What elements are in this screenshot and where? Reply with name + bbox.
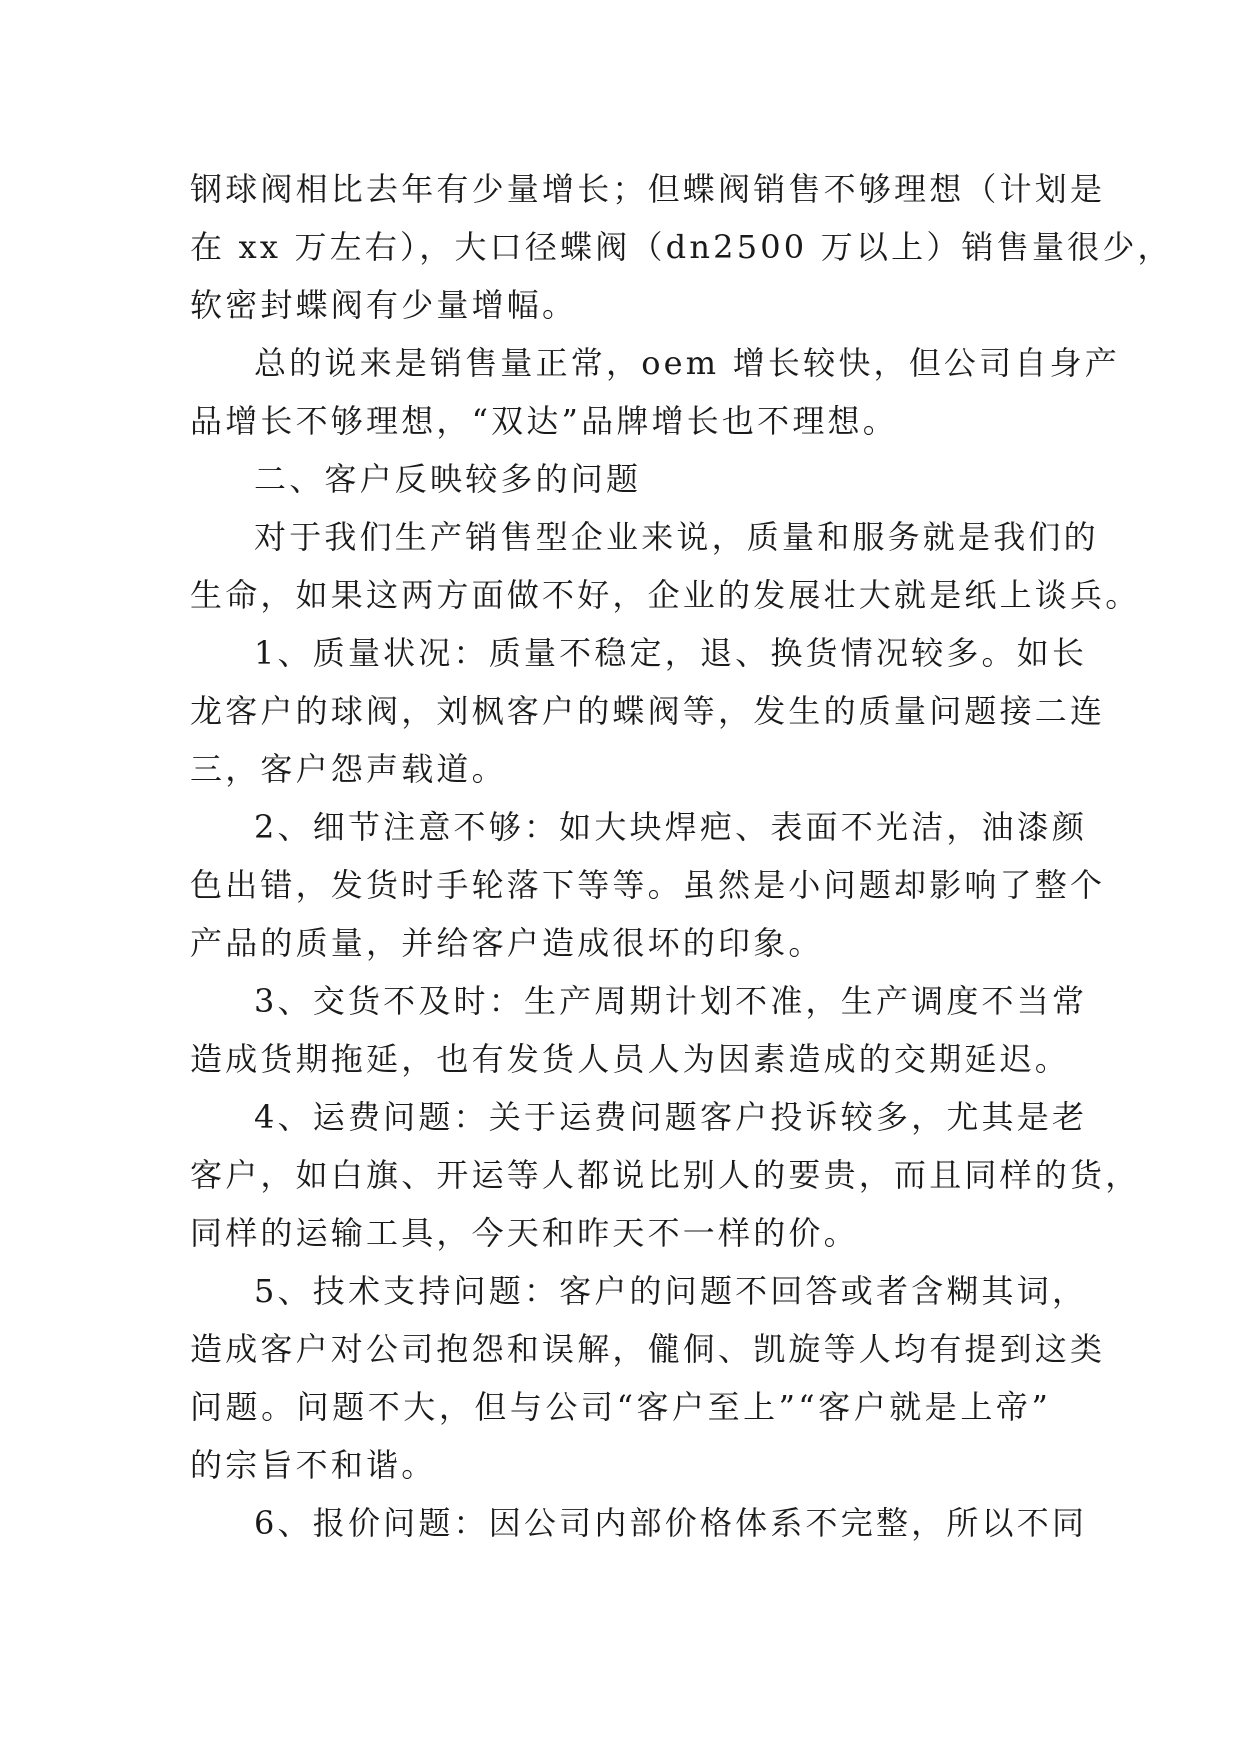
text-line: 4、运费问题：关于运费问题客户投诉较多，尤其是老 — [254, 1098, 1088, 1136]
text-line: 对于我们生产销售型企业来说，质量和服务就是我们的 — [254, 518, 1099, 556]
paragraph — [190, 1262, 1106, 1494]
text-line: 产品的质量，并给客户造成很坏的印象。 — [190, 924, 824, 962]
paragraph — [190, 798, 1106, 972]
text-line: 问题。问题不大，但与公司“客户至上”“客户就是上帝” — [190, 1388, 1051, 1426]
text-line: 生命，如果这两方面做不好，企业的发展壮大就是纸上谈兵。 — [190, 576, 1141, 614]
text-line: 3、交货不及时：生产周期计划不准，生产调度不当常 — [254, 982, 1088, 1020]
text-line: 在 xx 万左右），大口径蝶阀（dn2500 万以上）销售量很少， — [190, 228, 1173, 266]
text-line: 二、客户反映较多的问题 — [254, 460, 642, 498]
text-line: 的宗旨不和谐。 — [190, 1446, 437, 1484]
paragraph — [190, 334, 1120, 450]
paragraph — [190, 1088, 1141, 1262]
text-line: 龙客户的球阀，刘枫客户的蝶阀等，发生的质量问题接二连 — [190, 692, 1106, 730]
paragraph — [190, 624, 1106, 798]
document-body — [190, 160, 1173, 1552]
text-line: 软密封蝶阀有少量增幅。 — [190, 286, 578, 324]
text-line: 1、质量状况：质量不稳定，退、换货情况较多。如长 — [254, 634, 1088, 672]
text-line: 造成客户对公司抱怨和误解，儱侗、凯旋等人均有提到这类 — [190, 1330, 1106, 1368]
text-line: 同样的运输工具，今天和昨天不一样的价。 — [190, 1214, 859, 1252]
paragraph — [190, 450, 1051, 508]
paragraph — [190, 160, 1173, 334]
text-line: 客户，如白旗、开运等人都说比别人的要贵，而且同样的货， — [190, 1156, 1141, 1194]
text-line: 总的说来是销售量正常，oem 增长较快，但公司自身产 — [254, 344, 1120, 382]
text-line: 品增长不够理想，“双达”品牌增长也不理想。 — [190, 402, 898, 440]
text-line: 色出错，发货时手轮落下等等。虽然是小问题却影响了整个 — [190, 866, 1106, 904]
text-line: 2、细节注意不够：如大块焊疤、表面不光洁，油漆颜 — [254, 808, 1088, 846]
paragraph — [190, 1494, 1088, 1552]
text-line: 5、技术支持问题：客户的问题不回答或者含糊其词， — [254, 1272, 1088, 1310]
paragraph — [190, 972, 1088, 1088]
text-line: 钢球阀相比去年有少量增长；但蝶阀销售不够理想（计划是 — [190, 170, 1106, 208]
paragraph — [190, 508, 1141, 624]
text-line: 造成货期拖延，也有发货人员人为因素造成的交期延迟。 — [190, 1040, 1071, 1078]
text-line: 三，客户怨声载道。 — [190, 750, 507, 788]
text-line: 6、报价问题：因公司内部价格体系不完整，所以不同 — [254, 1504, 1088, 1542]
